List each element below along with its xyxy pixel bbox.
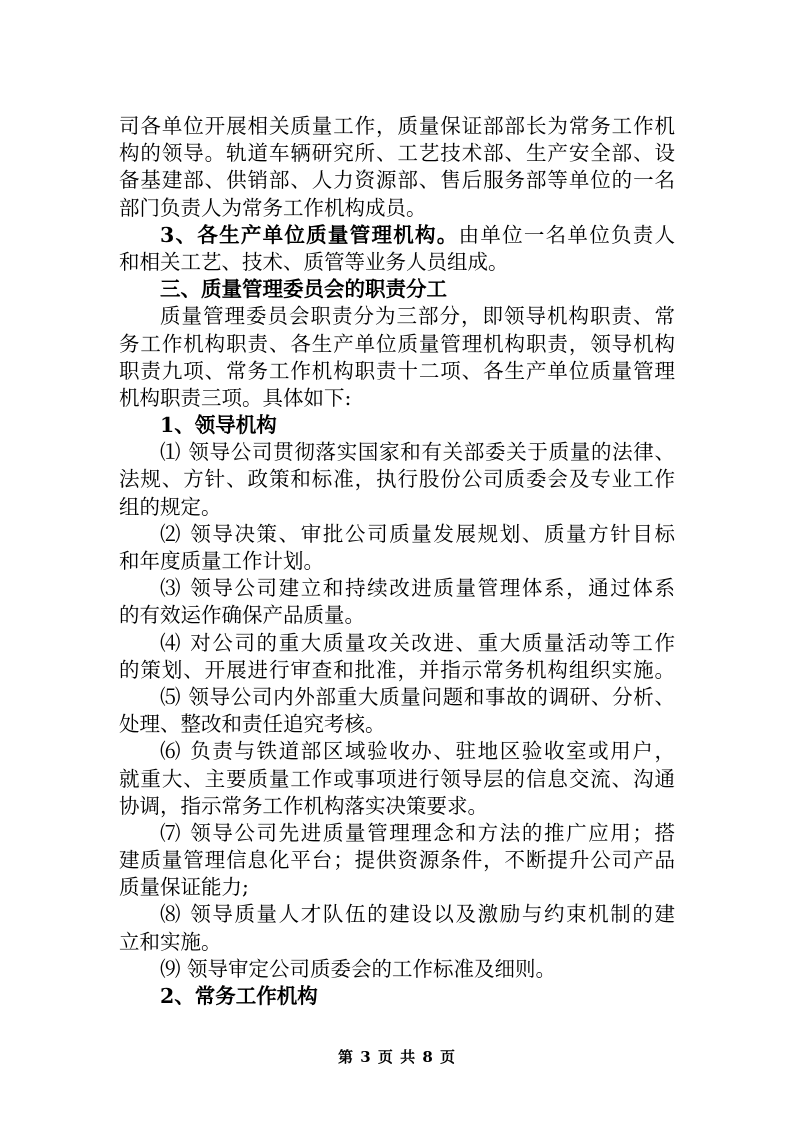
list-item-line: ⑶ 领导公司建立和持续改进质量管理体系，通过体系 bbox=[160, 576, 675, 601]
list-item-line: ⑺ 领导公司先进质量管理理念和方法的推广应用；搭 bbox=[160, 820, 675, 845]
document-body bbox=[119, 113, 675, 1010]
list-item-line: 立和实施。 bbox=[119, 929, 222, 954]
text-line: 务工作机构职责、各生产单位质量管理机构职责，领导机构 bbox=[119, 331, 675, 356]
list-item-line: 组的规定。 bbox=[119, 494, 222, 519]
list-item-line: 质量保证能力; bbox=[119, 875, 249, 900]
text-line: 部门负责人为常务工作机构成员。 bbox=[119, 195, 427, 220]
text-line: 备基建部、供销部、人力资源部、售后服务部等单位的一名 bbox=[119, 168, 675, 193]
list-item-line: 处理、整改和责任追究考核。 bbox=[119, 712, 386, 737]
list-item-line: 协调，指示常务工作机构落实决策要求。 bbox=[119, 793, 488, 818]
text-line: 司各单位开展相关质量工作，质量保证部部长为常务工作机 bbox=[119, 114, 675, 138]
text-line: 机构职责三项。具体如下: bbox=[119, 385, 352, 410]
list-item-line: ⑼ 领导审定公司质委会的工作标准及细则。 bbox=[160, 956, 557, 981]
list-item-line: ⑴ 领导公司贯彻落实国家和有关部委关于质量的法律、 bbox=[160, 440, 675, 465]
list-item-line: 和年度质量工作计划。 bbox=[119, 549, 324, 573]
list-item-line: ⑵ 领导决策、审批公司质量发展规划、质量方针目标 bbox=[160, 521, 675, 546]
text-line: 和相关工艺、技术、质管等业务人员组成。 bbox=[119, 249, 509, 274]
list-item-line: 建质量管理信息化平台；提供资源条件，不断提升公司产品 bbox=[119, 848, 675, 873]
list-item-line: ⑻ 领导质量人才队伍的建设以及激励与约束机制的建 bbox=[160, 902, 675, 927]
text-line: 职责九项、常务工作机构职责十二项、各生产单位质量管理 bbox=[119, 358, 675, 383]
list-item-line: 就重大、主要质量工作或事项进行领导层的信息交流、沟通 bbox=[119, 766, 675, 791]
subsection-heading: 1、领导机构 bbox=[160, 413, 277, 438]
list-item-line: 的有效运作确保产品质量。 bbox=[119, 603, 365, 628]
text-line bbox=[119, 222, 675, 249]
subsection-heading: 3、各生产单位质量管理机构。 bbox=[160, 222, 459, 247]
list-item-line: 的策划、开展进行审查和批准，并指示常务机构组织实施。 bbox=[119, 657, 675, 682]
page-number-footer: 第 3 页 共 8 页 bbox=[338, 1048, 456, 1066]
text-line: 质量管理委员会职责分为三部分，即领导机构职责、常 bbox=[160, 304, 675, 329]
list-item-line: ⑷ 对公司的重大质量攻关改进、重大质量活动等工作 bbox=[160, 630, 675, 655]
section-heading: 三、质量管理委员会的职责分工 bbox=[160, 277, 447, 302]
list-item-line: ⑸ 领导公司内外部重大质量问题和事故的调研、分析、 bbox=[160, 684, 675, 709]
text-line: 构的领导。轨道车辆研究所、工艺技术部、生产安全部、设 bbox=[119, 141, 675, 166]
text-run: 由单位一名单位负责人 bbox=[458, 222, 676, 247]
list-item-line: ⑹ 负责与铁道部区域验收办、驻地区验收室或用户， bbox=[160, 739, 675, 764]
list-item-line: 法规、方针、政策和标准，执行股份公司质委会及专业工作 bbox=[119, 467, 675, 492]
subsection-heading: 2、常务工作机构 bbox=[160, 984, 318, 1008]
